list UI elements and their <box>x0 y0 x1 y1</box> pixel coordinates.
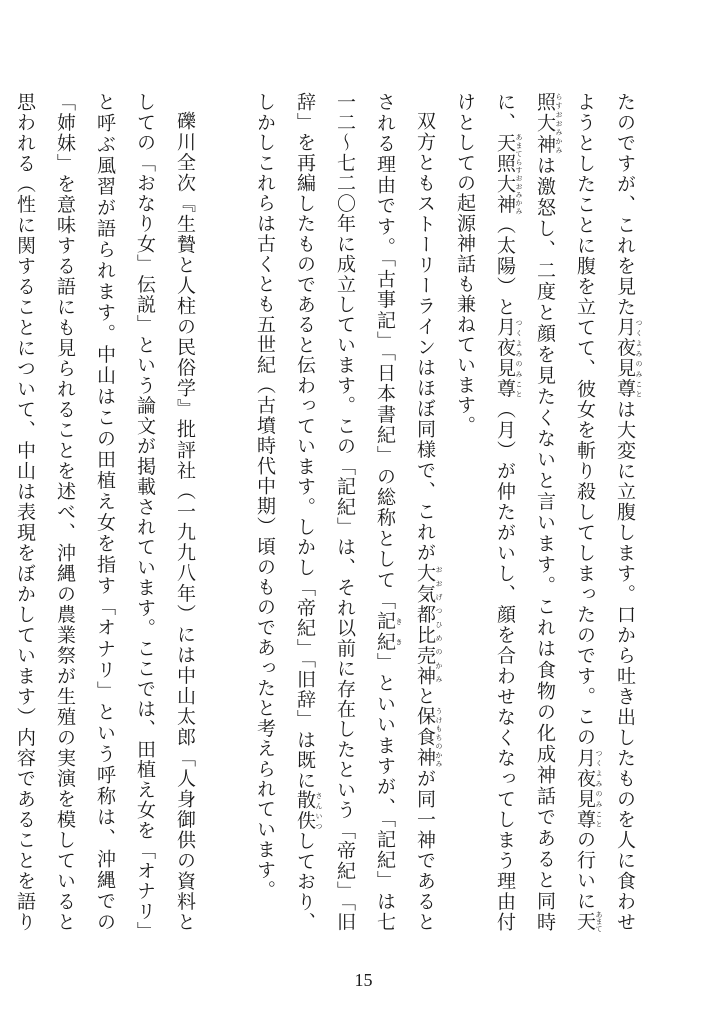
furigana: つくよみのみこと <box>515 317 523 400</box>
text-run: 双方ともストーリーラインはほぼ同様で、これが <box>414 111 436 563</box>
text-run: は大変に立腹します。口から吐き出したものを人に食わせようとしたことに腹を立てて、彼女を斬り殺してしまったのです。この <box>574 92 636 933</box>
ruby-term: 散佚 さんいつ <box>294 790 323 831</box>
furigana: さんいつ <box>315 790 323 831</box>
furigana: おおげつひめのかみ <box>435 562 443 686</box>
text-run: が同一神であるとされる理由です。「古事記」「日本書紀」の総称として「 <box>374 92 436 933</box>
ruby-term: 天照大神あまてらすおおみかみ <box>534 92 603 932</box>
text-run: たのですが、これを見た <box>614 92 636 318</box>
text-run: 礫川全次『生贄と人柱の民俗学』批評社（一九九八年）には中山太郎「人身御供の資料としての「おなり女」伝説」という論文が掲載されています。ここでは、田植え女を「オナリ」と呼ぶ風習が語られます。中山はこの田植え女を指す「オナリ」という呼称は、沖縄での「姉妹」を意味する語にも見られることを述べ、沖縄の農業祭が生殖の実演を模していると思われる（性に関することについて、中山は表現をぼかしています）内容であることを語り <box>14 92 196 932</box>
furigana: つくよみのみこと <box>595 747 603 830</box>
furigana: あまてらすおおみかみ <box>555 92 603 932</box>
vertical-text-body <box>14 92 645 933</box>
ruby-term: 天照大神 あまてらすおおみかみ <box>494 133 523 215</box>
ruby-term: 保食神 うけもちのかみ <box>414 706 443 769</box>
furigana: つくよみのみこと <box>635 317 643 400</box>
text-run: 」といいますが、「記紀」は七一二～七二〇年に成立しています。この「記紀」は、それ以前に存在したという「帝紀」「旧辞」を再編したものであると伝わっています。しかし「帝紀」「旧辞」は既に <box>294 92 396 932</box>
text-run: （太陽）と <box>494 214 516 318</box>
text-run: しており、しかしこれらは古くとも五世紀（古墳時代中期）頃のものであったと考えられています。 <box>254 92 316 933</box>
page-number: 15 <box>354 970 373 990</box>
text-run: と <box>414 685 436 707</box>
text-run: の行いに <box>574 829 596 912</box>
ruby-term: 大気都比売神 おおげつひめのかみ <box>414 562 443 686</box>
furigana: あまてらすおおみかみ <box>515 133 523 215</box>
paragraph <box>0 92 205 932</box>
furigana: きき <box>395 610 403 652</box>
paragraph <box>245 92 445 932</box>
furigana: うけもちのかみ <box>435 706 443 768</box>
text-run: （月）が仲たがいし、顔を合わせなくなってしまう理由付けとしての起源神話も兼ねています。 <box>454 92 516 933</box>
ruby-term: 月夜見尊 つくよみのみこと <box>614 317 643 400</box>
paragraph <box>445 92 645 932</box>
text-run: は激怒し、二度と顔を見たくないと言います。これは食物の化成神話であると同時に、 <box>494 92 556 932</box>
ruby-term: 月夜見尊 つくよみのみこと <box>494 317 523 400</box>
ruby-term: 月夜見尊 つくよみのみこと <box>574 747 603 830</box>
ruby-term: 記紀 きき <box>374 610 403 653</box>
